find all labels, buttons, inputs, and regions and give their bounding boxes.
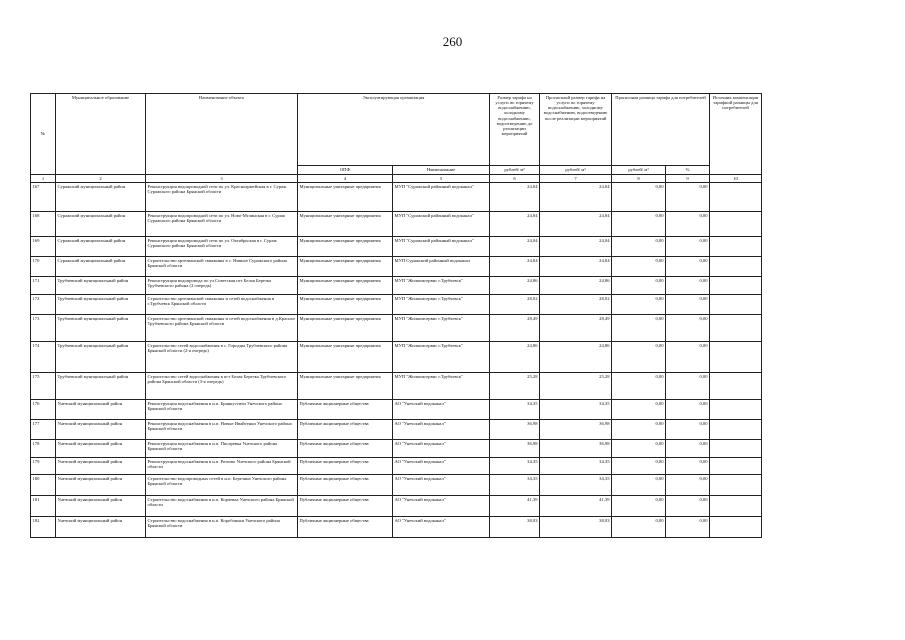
opf-cell: Муниципальные унитарные предприятия — [298, 237, 393, 257]
forecast-tariff-cell: 24,04 — [540, 257, 612, 277]
diff-pct-cell: 0,00 — [666, 212, 710, 237]
table-row — [31, 517, 762, 538]
org-name-cell: АО "Унечский водоканал" — [393, 400, 490, 420]
tariff-cell: 36,98 — [490, 420, 540, 440]
source-cell — [710, 440, 762, 458]
col-number: 2 — [56, 175, 146, 183]
diff-pct-cell: 0,00 — [666, 295, 710, 315]
source-cell — [710, 277, 762, 295]
diff-pct-cell: 0,00 — [666, 183, 710, 212]
object-cell: Строительство артезианской скважины и сетей водоснабжения в д.Красное Трубчевского района Брянской области — [146, 315, 298, 342]
header-object: Наименование объекта — [146, 94, 298, 175]
diff-cell: 0,00 — [612, 475, 666, 496]
source-cell — [710, 420, 762, 440]
table-row — [31, 420, 762, 440]
diff-cell: 0,00 — [612, 496, 666, 517]
municipality-cell: Трубчевский муниципальный район — [56, 295, 146, 315]
header-num: № — [31, 94, 56, 175]
col-number: 8 — [612, 175, 666, 183]
forecast-tariff-cell: 36,98 — [540, 420, 612, 440]
object-cell: Реконструкция водоснабжения в н.п. Новые Ивайтенки Унечского района Брянской области — [146, 420, 298, 440]
municipality-cell: Суражский муниципальный район — [56, 183, 146, 212]
object-cell: Реконструкция водопровода по ул.Советская пгт Белая Березка Трубчевского района (2 очередь) — [146, 277, 298, 295]
forecast-tariff-cell: 24,86 — [540, 277, 612, 295]
object-cell: Реконструкция водоснабжения в н.п. Рюхово Унечского района Брянской области — [146, 458, 298, 475]
diff-pct-cell: 0,00 — [666, 277, 710, 295]
diff-pct-cell: 0,00 — [666, 257, 710, 277]
forecast-tariff-cell: 41,39 — [540, 496, 612, 517]
table-body — [31, 183, 762, 538]
opf-cell: Муниципальные унитарные предприятия — [298, 373, 393, 400]
tariff-cell: 28,49 — [490, 315, 540, 342]
diff-pct-cell: 0,00 — [666, 458, 710, 475]
table-row — [31, 440, 762, 458]
org-name-cell: МУП "Жилкомсервис г.Трубчевск" — [393, 277, 490, 295]
opf-cell: Публичные акционерные общества — [298, 517, 393, 538]
row-number-cell: 170 — [31, 257, 56, 277]
source-cell — [710, 517, 762, 538]
diff-cell: 0,00 — [612, 183, 666, 212]
object-cell: Строительство артезианской скважины и сетей водоснабжения в г.Трубчевск Брянской области — [146, 295, 298, 315]
tariff-cell: 24,86 — [490, 342, 540, 373]
tariff-cell: 36,98 — [490, 440, 540, 458]
object-cell: Реконструкция водоснабжения в н.п. Брянкустичи Унечского района Брянской области — [146, 400, 298, 420]
opf-cell: Публичные акционерные общества — [298, 496, 393, 517]
source-cell — [710, 458, 762, 475]
source-cell — [710, 183, 762, 212]
municipality-cell: Трубчевский муниципальный район — [56, 373, 146, 400]
header-org-name: Наименование — [393, 166, 490, 175]
forecast-tariff-cell: 28,49 — [540, 315, 612, 342]
diff-cell: 0,00 — [612, 373, 666, 400]
source-cell — [710, 373, 762, 400]
forecast-tariff-cell: 38,03 — [540, 517, 612, 538]
municipality-cell: Трубчевский муниципальный район — [56, 277, 146, 295]
tariff-table — [30, 93, 762, 538]
forecast-tariff-cell: 24,04 — [540, 237, 612, 257]
source-cell — [710, 400, 762, 420]
row-number-cell: 173 — [31, 315, 56, 342]
table-row — [31, 257, 762, 277]
opf-cell: Публичные акционерные общества — [298, 440, 393, 458]
org-name-cell: МУП "Жилкомсервис г.Трубчевск" — [393, 373, 490, 400]
table-row — [31, 212, 762, 237]
diff-pct-cell: 0,00 — [666, 373, 710, 400]
header-unit-3: рублей/ м³ — [612, 166, 666, 175]
opf-cell: Публичные акционерные общества — [298, 420, 393, 440]
row-number-cell: 178 — [31, 440, 56, 458]
row-number-cell: 169 — [31, 237, 56, 257]
col-number: 9 — [666, 175, 710, 183]
page-number: 260 — [442, 34, 463, 49]
header-municipality: Муниципальное образование — [56, 94, 146, 175]
municipality-cell: Унечский муниципальный район — [56, 458, 146, 475]
table-row — [31, 295, 762, 315]
diff-pct-cell: 0,00 — [666, 496, 710, 517]
source-cell — [710, 237, 762, 257]
table-row — [31, 342, 762, 373]
tariff-cell: 34,35 — [490, 400, 540, 420]
row-number-cell: 167 — [31, 183, 56, 212]
row-number-cell: 176 — [31, 400, 56, 420]
header-operator: Эксплуатирующая организация — [298, 94, 490, 166]
municipality-cell: Унечский муниципальный район — [56, 517, 146, 538]
forecast-tariff-cell: 24,04 — [540, 183, 612, 212]
tariff-cell: 24,04 — [490, 212, 540, 237]
col-number: 10 — [710, 175, 762, 183]
org-name-cell: МУП "Суражский районный водоканал" — [393, 212, 490, 237]
opf-cell: Муниципальные унитарные предприятия — [298, 277, 393, 295]
diff-cell: 0,00 — [612, 212, 666, 237]
col-number: 1 — [31, 175, 56, 183]
diff-pct-cell: 0,00 — [666, 400, 710, 420]
source-cell — [710, 257, 762, 277]
source-cell — [710, 315, 762, 342]
diff-cell: 0,00 — [612, 420, 666, 440]
table-row — [31, 475, 762, 496]
diff-cell: 0,00 — [612, 277, 666, 295]
table-header — [31, 94, 762, 183]
table-row — [31, 315, 762, 342]
source-cell — [710, 212, 762, 237]
forecast-tariff-cell: 24,86 — [540, 342, 612, 373]
diff-pct-cell: 0,00 — [666, 342, 710, 373]
tariff-cell: 34,35 — [490, 458, 540, 475]
diff-cell: 0,00 — [612, 295, 666, 315]
header-unit-2: рублей/ м³ — [540, 166, 612, 175]
forecast-tariff-cell: 36,98 — [540, 440, 612, 458]
diff-cell: 0,00 — [612, 517, 666, 538]
tariff-cell: 28,02 — [490, 295, 540, 315]
header-forecast-tariff: Прогнозный размер тарифа на услуги по горячему водоснабжению, холодному водоснабжению, водоотведению после реализации мероприятий — [540, 94, 612, 166]
org-name-cell: МУП "Суражский районный водоканал" — [393, 237, 490, 257]
object-cell: Строительство сетей водоснабжения в пгт Белая Березка Трубчевского района Брянской области (3-я очередь) — [146, 373, 298, 400]
opf-cell: Муниципальные унитарные предприятия — [298, 212, 393, 237]
header-source: Источник компенсации тарифной разницы для потребителей — [710, 94, 762, 175]
municipality-cell: Унечский муниципальный район — [56, 496, 146, 517]
opf-cell: Муниципальные унитарные предприятия — [298, 342, 393, 373]
org-name-cell: МУП "Жилкомсервис г.Трубчевск" — [393, 295, 490, 315]
diff-pct-cell: 0,00 — [666, 440, 710, 458]
org-name-cell: АО "Унечский водоканал" — [393, 440, 490, 458]
opf-cell: Муниципальные унитарные предприятия — [298, 295, 393, 315]
org-name-cell: АО "Унечский водоканал" — [393, 458, 490, 475]
object-cell: Строительство артезианской скважины в с. Нивное Суражского района Брянской области — [146, 257, 298, 277]
table-row — [31, 373, 762, 400]
forecast-tariff-cell: 34,35 — [540, 400, 612, 420]
org-name-cell: АО "Унечский водоканал" — [393, 420, 490, 440]
diff-pct-cell: 0,00 — [666, 237, 710, 257]
municipality-cell: Унечский муниципальный район — [56, 420, 146, 440]
object-cell: Реконструкция водопроводной сети по ул. Октябрьская в г. Сураж Суражского района Брянской области — [146, 237, 298, 257]
opf-cell: Муниципальные унитарные предприятия — [298, 315, 393, 342]
opf-cell: Публичные акционерные общества — [298, 458, 393, 475]
row-number-cell: 180 — [31, 475, 56, 496]
forecast-tariff-cell: 34,35 — [540, 458, 612, 475]
table-row — [31, 458, 762, 475]
row-number-cell: 168 — [31, 212, 56, 237]
municipality-cell: Унечский муниципальный район — [56, 475, 146, 496]
diff-cell: 0,00 — [612, 237, 666, 257]
row-number-cell: 181 — [31, 496, 56, 517]
forecast-tariff-cell: 25,28 — [540, 373, 612, 400]
municipality-cell: Трубчевский муниципальный район — [56, 315, 146, 342]
table-row — [31, 277, 762, 295]
table-row — [31, 496, 762, 517]
tariff-cell: 38,03 — [490, 517, 540, 538]
source-cell — [710, 496, 762, 517]
municipality-cell: Унечский муниципальный район — [56, 400, 146, 420]
source-cell — [710, 295, 762, 315]
source-cell — [710, 342, 762, 373]
object-cell: Строительство водоснабжения в н.п. Корчевка Унечского района Брянской области — [146, 496, 298, 517]
row-number-cell: 174 — [31, 342, 56, 373]
tariff-cell: 25,28 — [490, 373, 540, 400]
org-name-cell: АО "Унечский водоканал" — [393, 496, 490, 517]
object-cell: Реконструкция водопроводной сети по ул. Красноармейская в г. Сураж Суражского района Брянской области — [146, 183, 298, 212]
opf-cell: Публичные акционерные общества — [298, 475, 393, 496]
col-number: 5 — [393, 175, 490, 183]
org-name-cell: АО "Унечский водоканал" — [393, 475, 490, 496]
opf-cell: Муниципальные унитарные предприятия — [298, 183, 393, 212]
diff-pct-cell: 0,00 — [666, 475, 710, 496]
org-name-cell: МУП "Жилкомсервис г.Трубчевск" — [393, 315, 490, 342]
row-number-cell: 175 — [31, 373, 56, 400]
tariff-cell: 24,04 — [490, 183, 540, 212]
diff-cell: 0,00 — [612, 400, 666, 420]
header-tariff: Размер тарифа на услуги по горячему водоснабжению, холодному водоснабжению, водоотведению до реализации мероприятий — [490, 94, 540, 166]
col-number: 4 — [298, 175, 393, 183]
col-number: 6 — [490, 175, 540, 183]
object-cell: Строительство сетей водоснабжения в с. Городцы Трубчевского района Брянской области (2-я очередь) — [146, 342, 298, 373]
header-unit-1: рублей/ м³ — [490, 166, 540, 175]
municipality-cell: Суражский муниципальный район — [56, 237, 146, 257]
forecast-tariff-cell: 28,02 — [540, 295, 612, 315]
tariff-cell: 24,86 — [490, 277, 540, 295]
row-number-cell: 182 — [31, 517, 56, 538]
row-number-cell: 179 — [31, 458, 56, 475]
source-cell — [710, 475, 762, 496]
diff-cell: 0,00 — [612, 342, 666, 373]
diff-cell: 0,00 — [612, 257, 666, 277]
table-row — [31, 400, 762, 420]
org-name-cell: МУП "Жилкомсервис г.Трубчевск" — [393, 342, 490, 373]
forecast-tariff-cell: 24,04 — [540, 212, 612, 237]
tariff-cell: 24,04 — [490, 237, 540, 257]
header-diff: Прогнозная разница тарифа для потребителей — [612, 94, 710, 166]
diff-pct-cell: 0,00 — [666, 420, 710, 440]
municipality-cell: Унечский муниципальный район — [56, 440, 146, 458]
opf-cell: Публичные акционерные общества — [298, 400, 393, 420]
diff-cell: 0,00 — [612, 315, 666, 342]
object-cell: Реконструкция водопроводной сети по ул. Ново-Мглинская в г. Сураж Суражского района Брянской области — [146, 212, 298, 237]
row-number-cell: 177 — [31, 420, 56, 440]
object-cell: Реконструкция водоснабжения в н.п. Писаревка Унечского района Брянской области — [146, 440, 298, 458]
diff-cell: 0,00 — [612, 440, 666, 458]
table-row — [31, 237, 762, 257]
header-unit-pct: % — [666, 166, 710, 175]
object-cell: Строительство водоснабжения в н.п. Коробоньки Унечского района Брянской области — [146, 517, 298, 538]
col-number: 7 — [540, 175, 612, 183]
col-number: 3 — [146, 175, 298, 183]
tariff-cell: 24,04 — [490, 257, 540, 277]
table-row — [31, 183, 762, 212]
diff-pct-cell: 0,00 — [666, 517, 710, 538]
org-name-cell: АО "Унечский водоканал" — [393, 517, 490, 538]
municipality-cell: Суражский муниципальный район — [56, 257, 146, 277]
tariff-cell: 41,39 — [490, 496, 540, 517]
forecast-tariff-cell: 34,35 — [540, 475, 612, 496]
row-number-cell: 171 — [31, 277, 56, 295]
opf-cell: Муниципальные унитарные предприятия — [298, 257, 393, 277]
org-name-cell: МУП "Суражский районный водоканал" — [393, 183, 490, 212]
header-opf: ОПФ — [298, 166, 393, 175]
object-cell: Строительство водопроводных сетей в н.п. Березина Унечского района Брянской области — [146, 475, 298, 496]
tariff-cell: 34,35 — [490, 475, 540, 496]
diff-cell: 0,00 — [612, 458, 666, 475]
org-name-cell: МУП Суражский районный водоканал — [393, 257, 490, 277]
diff-pct-cell: 0,00 — [666, 315, 710, 342]
municipality-cell: Суражский муниципальный район — [56, 212, 146, 237]
row-number-cell: 172 — [31, 295, 56, 315]
municipality-cell: Трубчевский муниципальный район — [56, 342, 146, 373]
